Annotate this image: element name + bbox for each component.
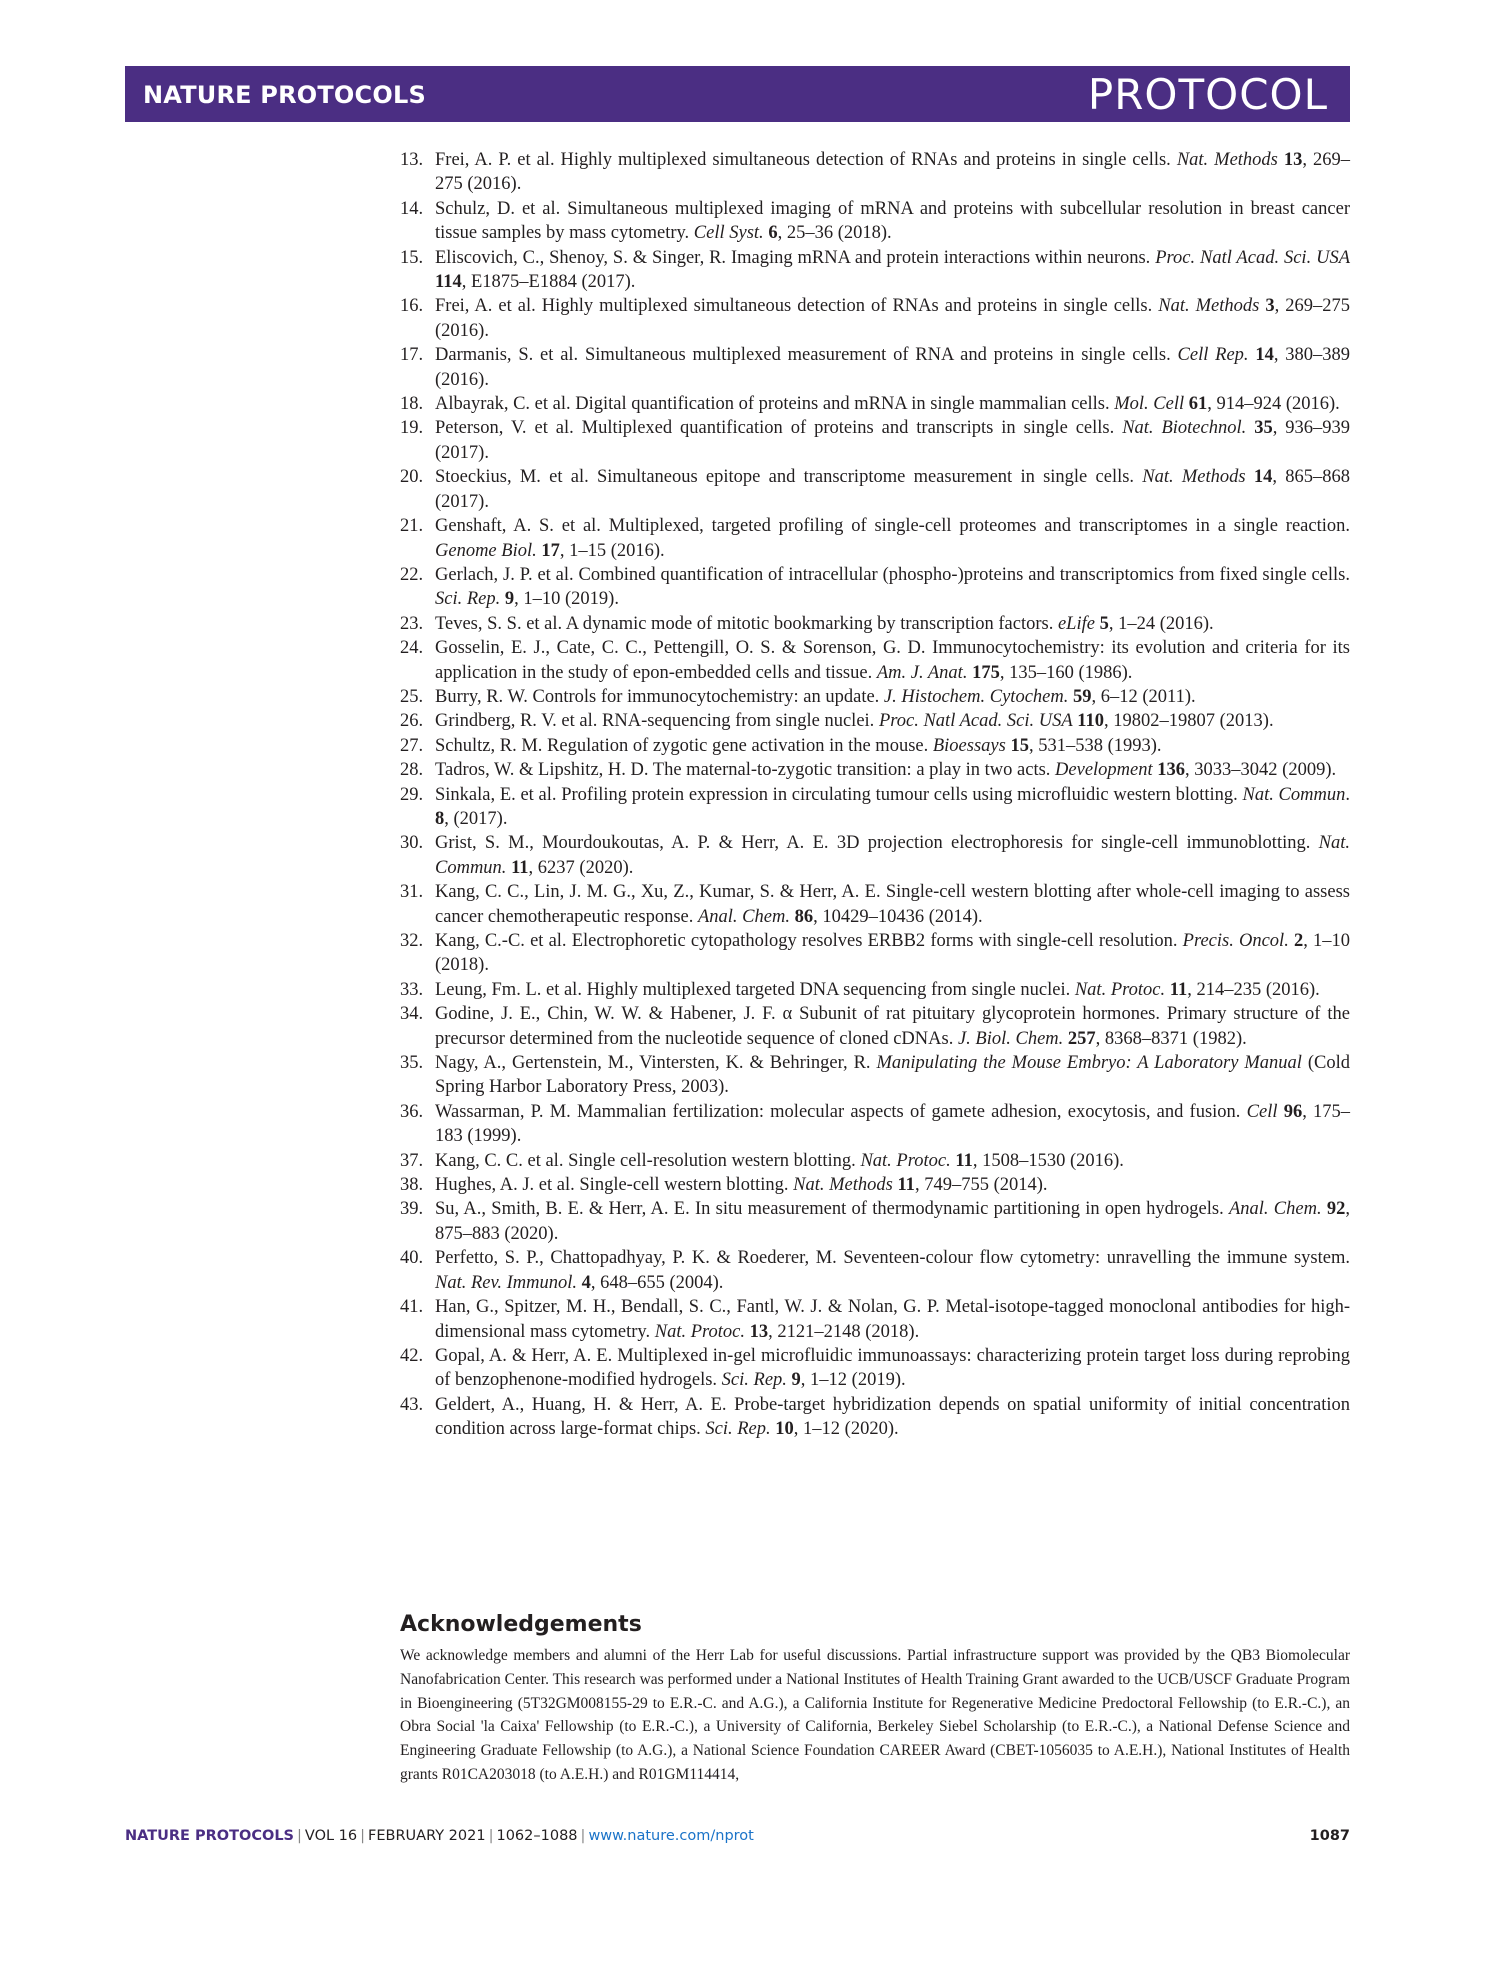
- footer-separator: |: [297, 1828, 302, 1844]
- reference-journal: Cell Rep.: [1177, 345, 1249, 366]
- reference-journal: Genome Biol.: [435, 540, 537, 561]
- reference-text: [435, 1102, 1350, 1146]
- reference-segment: , 914–924 (2016).: [1207, 394, 1340, 415]
- reference-segment: , 2121–2148 (2018).: [768, 1321, 920, 1342]
- reference-volume: 3: [1265, 296, 1275, 317]
- reference-journal: Nat. Commun: [1242, 784, 1346, 805]
- reference-segment: , 875–883 (2020).: [435, 1199, 1350, 1244]
- reference-text: [435, 711, 1274, 731]
- reference-number: 23.: [400, 613, 424, 634]
- reference-number: 26.: [400, 711, 424, 732]
- reference-item: [400, 1149, 1350, 1173]
- reference-volume: 9: [791, 1370, 801, 1391]
- reference-text: [435, 516, 1350, 560]
- reference-segment: , 1–24 (2016).: [1108, 613, 1214, 634]
- reference-number: 37.: [400, 1150, 424, 1171]
- footer-citation: [125, 1828, 754, 1844]
- reference-journal: Nat. Protoc.: [860, 1150, 951, 1171]
- reference-segment: Hughes, A. J. et al. Single-cell western blotting.: [435, 1175, 794, 1196]
- reference-text: [435, 980, 1320, 1000]
- reference-segment: [1246, 467, 1254, 487]
- reference-item: [400, 246, 1350, 295]
- reference-volume: 136: [1157, 760, 1186, 781]
- reference-journal: Bioessays: [932, 735, 1006, 756]
- reference-segment: , 1508–1530 (2016).: [972, 1150, 1124, 1171]
- reference-segment: , 3033–3042 (2009).: [1185, 760, 1337, 781]
- reference-number: 32.: [400, 931, 424, 951]
- reference-segment: Peterson, V. et al. Multiplexed quantification of proteins and transcripts in single cells.: [435, 418, 1123, 439]
- reference-journal: Nat. Methods: [1158, 296, 1260, 317]
- reference-segment: , E1875–E1884 (2017).: [461, 272, 636, 293]
- reference-text: [435, 1053, 1350, 1097]
- reference-segment: , 8368–8371 (1982).: [1095, 1028, 1247, 1049]
- reference-segment: Frei, A. et al. Highly multiplexed simultaneous detection of RNAs and proteins in single cells.: [435, 296, 1159, 317]
- reference-text: [435, 687, 1196, 707]
- reference-segment: , 25–36 (2018).: [777, 223, 892, 244]
- reference-volume: 96: [1283, 1101, 1303, 1122]
- reference-number: 34.: [400, 1004, 424, 1025]
- reference-text: [435, 565, 1350, 609]
- reference-item: [400, 758, 1350, 782]
- reference-number: 40.: [400, 1248, 424, 1269]
- reference-number: 31.: [400, 882, 424, 903]
- footer-volume: VOL 16: [304, 1828, 358, 1844]
- reference-item: [400, 197, 1350, 246]
- reference-journal: Manipulating the Mouse Embryo: A Laboratory Manual: [876, 1053, 1302, 1074]
- reference-segment: , 6237 (2020).: [528, 857, 634, 878]
- journal-header-band: [125, 66, 1350, 122]
- reference-volume: 15: [1010, 735, 1029, 756]
- reference-segment: , 10429–10436 (2014).: [813, 906, 983, 927]
- reference-number: 41.: [400, 1297, 424, 1318]
- reference-text: [435, 1004, 1350, 1048]
- reference-text: [435, 1297, 1350, 1341]
- reference-segment: , 1–12 (2019).: [800, 1370, 906, 1391]
- reference-number: 22.: [400, 564, 424, 585]
- reference-journal: Nat. Biotechnol.: [1122, 418, 1247, 439]
- reference-number: 43.: [400, 1394, 424, 1415]
- reference-number: 27.: [400, 735, 424, 756]
- reference-number: 24.: [400, 638, 424, 659]
- reference-segment: Schulz, D. et al. Simultaneous multiplexed imaging of mRNA and proteins with subcellular resolution in breast cancer tissue samples by mass cytometry.: [435, 198, 1350, 244]
- reference-number: 16.: [400, 296, 424, 317]
- reference-segment: , 1–10 (2019).: [514, 589, 619, 610]
- reference-segment: Geldert, A., Huang, H. & Herr, A. E. Probe-target hybridization depends on spatial uniformity of initial concentration condition across large-format chips.: [435, 1394, 1350, 1440]
- reference-volume: 5: [1099, 613, 1109, 634]
- reference-segment: , 6–12 (2011).: [1091, 686, 1196, 707]
- reference-item: [400, 148, 1350, 197]
- reference-text: [435, 418, 1350, 462]
- reference-volume: 8: [435, 808, 445, 829]
- reference-segment: , 936–939 (2017).: [435, 418, 1350, 463]
- reference-journal: Sci. Rep.: [721, 1370, 787, 1391]
- reference-journal: Nat. Protoc.: [654, 1321, 746, 1342]
- reference-item: [400, 880, 1350, 929]
- reference-number: 35.: [400, 1053, 424, 1074]
- reference-item: [400, 734, 1350, 758]
- reference-segment: Gosselin, E. J., Cate, C. C., Pettengill, O. S. & Sorenson, G. D. Immunocytochemistry: its evolution and criteria for its application in the study of epon-embedded cells and tissue.: [435, 638, 1350, 683]
- reference-item: [400, 465, 1350, 514]
- reference-volume: 35: [1254, 418, 1273, 439]
- reference-text: [435, 1346, 1350, 1390]
- reference-text: [435, 1151, 1124, 1171]
- footer-separator: |: [360, 1828, 366, 1844]
- reference-segment: Kang, C. C., Lin, J. M. G., Xu, Z., Kumar, S. & Herr, A. E. Single-cell western blotting after whole-cell imaging to assess cancer chemotherapeutic response.: [435, 882, 1350, 927]
- reference-segment: (Cold Spring Harbor Laboratory Press, 2003).: [435, 1053, 1351, 1098]
- reference-text: [435, 1248, 1350, 1292]
- reference-segment: Gerlach, J. P. et al. Combined quantification of intracellular (phospho-)proteins and transcriptomics from fixed single cells.: [435, 564, 1350, 585]
- reference-text: [435, 199, 1350, 243]
- reference-text: [435, 345, 1350, 389]
- reference-segment: Kang, C. C. et al. Single cell-resolution western blotting.: [435, 1150, 861, 1171]
- reference-item: [400, 685, 1350, 709]
- reference-journal: Cell: [1246, 1101, 1278, 1122]
- reference-text: [435, 931, 1350, 975]
- reference-item: [400, 1002, 1350, 1051]
- reference-number: 20.: [400, 467, 424, 488]
- reference-volume: 9: [504, 589, 515, 610]
- reference-segment: , 269–275 (2016).: [435, 150, 1350, 195]
- reference-segment: , (2017).: [444, 808, 508, 829]
- reference-segment: Godine, J. E., Chin, W. W. & Habener, J. F. α Subunit of rat pituitary glycoprotein hormones. Primary structure of the precursor determined from the nucleotide sequence of cloned cDNAs.: [435, 1004, 1350, 1049]
- reference-segment: , 380–389 (2016).: [435, 345, 1351, 390]
- reference-volume: 14: [1253, 467, 1273, 488]
- reference-list: [400, 148, 1350, 1442]
- reference-journal: Proc. Natl Acad. Sci. USA: [1155, 247, 1350, 268]
- reference-segment: , 1–15 (2016).: [559, 540, 665, 561]
- reference-volume: 11: [1169, 979, 1188, 1000]
- reference-item: [400, 294, 1350, 343]
- reference-volume: 114: [435, 272, 462, 293]
- reference-number: 15.: [400, 247, 424, 268]
- reference-segment: , 1–10 (2018).: [435, 931, 1351, 976]
- reference-text: [435, 882, 1350, 926]
- reference-journal: Development: [1055, 760, 1153, 781]
- reference-text: [435, 760, 1336, 780]
- footer-separator: |: [488, 1828, 494, 1844]
- reference-text: [435, 248, 1350, 292]
- reference-segment: Su, A., Smith, B. E. & Herr, A. E. In situ measurement of thermodynamic partitioning in open hydrogels.: [435, 1199, 1229, 1220]
- reference-item: [400, 929, 1350, 978]
- reference-segment: Gopal, A. & Herr, A. E. Multiplexed in-gel microfluidic immunoassays: characterizing protein target loss during reprobing of benzophenone-modified hydrogels.: [435, 1345, 1350, 1391]
- reference-text: [435, 467, 1350, 511]
- reference-volume: 86: [794, 906, 814, 927]
- reference-segment: .: [1345, 784, 1350, 805]
- reference-volume: 92: [1326, 1199, 1346, 1220]
- reference-segment: , 531–538 (1993).: [1028, 735, 1162, 756]
- reference-segment: Albayrak, C. et al. Digital quantification of proteins and mRNA in single mammalian cells.: [435, 394, 1115, 415]
- page-footer: [125, 1828, 1350, 1852]
- reference-text: [435, 1175, 1048, 1195]
- reference-volume: 61: [1188, 394, 1208, 415]
- reference-item: [400, 392, 1350, 416]
- reference-item: [400, 343, 1350, 392]
- reference-journal: J. Biol. Chem.: [957, 1028, 1064, 1049]
- reference-journal: Nat. Methods: [1176, 150, 1278, 170]
- reference-segment: , 269–275 (2016).: [435, 296, 1350, 341]
- reference-segment: , 175–183 (1999).: [435, 1101, 1351, 1147]
- reference-number: 36.: [400, 1101, 424, 1122]
- reference-volume: 14: [1255, 345, 1274, 366]
- reference-segment: Nagy, A., Gertenstein, M., Vintersten, K. & Behringer, R.: [435, 1053, 877, 1074]
- reference-item: [400, 416, 1350, 465]
- reference-text: [435, 785, 1350, 829]
- reference-number: 30.: [400, 833, 424, 854]
- acknowledgements-heading: Acknowledgements: [400, 1612, 642, 1637]
- footer-date: FEBRUARY 2021: [368, 1828, 486, 1844]
- reference-item: [400, 1197, 1350, 1246]
- reference-number: 13.: [400, 150, 424, 170]
- reference-segment: Frei, A. P. et al. Highly multiplexed simultaneous detection of RNAs and proteins in single cells.: [435, 150, 1177, 170]
- reference-segment: , 749–755 (2014).: [914, 1175, 1048, 1196]
- reference-segment: , 214–235 (2016).: [1187, 979, 1320, 1000]
- reference-volume: 175: [972, 662, 1000, 683]
- reference-segment: Perfetto, S. P., Chattopadhyay, P. K. & Roederer, M. Seventeen-colour flow cytometry: unravelling the immune system.: [435, 1248, 1350, 1269]
- reference-segment: Eliscovich, C., Shenoy, S. & Singer, R. Imaging mRNA and protein interactions within neurons.: [435, 247, 1156, 268]
- reference-text: [435, 614, 1214, 634]
- reference-number: 17.: [400, 345, 424, 366]
- reference-number: 21.: [400, 516, 424, 537]
- reference-item: [400, 978, 1350, 1002]
- reference-number: 28.: [400, 760, 424, 781]
- reference-item: [400, 1246, 1350, 1295]
- reference-text: [435, 736, 1162, 756]
- reference-segment: Stoeckius, M. et al. Simultaneous epitope and transcriptome measurement in single cells.: [435, 467, 1143, 488]
- reference-number: 19.: [400, 418, 424, 439]
- reference-item: [400, 612, 1350, 636]
- reference-journal: Nat. Methods: [1142, 467, 1246, 488]
- reference-item: [400, 1344, 1350, 1393]
- reference-journal: J. Histochem. Cytochem.: [883, 686, 1069, 707]
- footer-url-link[interactable]: www.nature.com/nprot: [588, 1828, 754, 1844]
- reference-volume: 17: [541, 540, 560, 561]
- reference-segment: Leung, Fm. L. et al. Highly multiplexed targeted DNA sequencing from single nuclei.: [435, 979, 1075, 1000]
- reference-segment: Grindberg, R. V. et al. RNA-sequencing from single nuclei.: [435, 711, 879, 732]
- reference-number: 29.: [400, 784, 424, 805]
- reference-segment: , 19802–19807 (2013).: [1104, 711, 1274, 732]
- reference-segment: Genshaft, A. S. et al. Multiplexed, targeted profiling of single-cell proteomes and transcriptomes in a single reaction.: [435, 516, 1350, 537]
- reference-item: [400, 1295, 1350, 1344]
- reference-journal: Mol. Cell: [1114, 394, 1185, 415]
- footer-journal: NATURE PROTOCOLS: [125, 1828, 295, 1844]
- reference-item: [400, 1393, 1350, 1442]
- footer-pages: 1062–1088: [496, 1828, 578, 1844]
- reference-volume: 2: [1293, 931, 1304, 951]
- reference-volume: 59: [1072, 686, 1092, 707]
- reference-item: [400, 514, 1350, 563]
- reference-journal: Proc. Natl Acad. Sci. USA: [878, 711, 1073, 732]
- reference-segment: Teves, S. S. et al. A dynamic mode of mitotic bookmarking by transcription factors.: [435, 613, 1058, 634]
- reference-text: [435, 1395, 1350, 1439]
- reference-journal: eLife: [1057, 613, 1095, 634]
- reference-text: [435, 833, 1350, 877]
- reference-number: 42.: [400, 1345, 424, 1366]
- reference-segment: , 135–160 (1986).: [999, 662, 1133, 683]
- reference-volume: 10: [775, 1419, 794, 1440]
- reference-volume: 13: [1283, 150, 1303, 170]
- reference-journal: Cell Syst.: [693, 223, 764, 244]
- reference-volume: 13: [749, 1321, 769, 1342]
- reference-item: [400, 1051, 1350, 1100]
- reference-segment: Schultz, R. M. Regulation of zygotic gene activation in the mouse.: [435, 735, 933, 756]
- reference-journal: Sci. Rep.: [435, 589, 501, 610]
- reference-number: 38.: [400, 1175, 424, 1196]
- reference-segment: , 1–12 (2020).: [793, 1419, 899, 1440]
- article-type-label: PROTOCOL: [1087, 70, 1328, 119]
- reference-volume: 110: [1077, 711, 1105, 732]
- reference-segment: Darmanis, S. et al. Simultaneous multiplexed measurement of RNA and proteins in single cells.: [435, 345, 1178, 366]
- reference-number: 18.: [400, 394, 424, 415]
- reference-item: [400, 831, 1350, 880]
- footer-separator: |: [580, 1828, 586, 1844]
- reference-segment: Wassarman, P. M. Mammalian fertilization: molecular aspects of gamete adhesion, exocytosis, and fusion.: [435, 1101, 1247, 1122]
- reference-journal: Nat. Methods: [793, 1175, 893, 1196]
- journal-name: NATURE PROTOCOLS: [143, 81, 426, 109]
- reference-item: [400, 1173, 1350, 1197]
- reference-volume: 4: [581, 1272, 591, 1293]
- reference-segment: Han, G., Spitzer, M. H., Bendall, S. C., Fantl, W. J. & Nolan, G. P. Metal-isotope-tagged monoclonal antibodies for high-dimensional mass cytometry.: [435, 1297, 1350, 1342]
- reference-journal: Anal. Chem.: [697, 906, 790, 927]
- reference-segment: Kang, C.-C. et al. Electrophoretic cytopathology resolves ERBB2 forms with single-cell resolution.: [435, 931, 1183, 951]
- page-number: 1087: [1309, 1828, 1350, 1844]
- reference-text: [435, 394, 1340, 414]
- reference-journal: Am. J. Anat.: [876, 662, 968, 683]
- reference-segment: , 865–868 (2017).: [435, 467, 1350, 512]
- reference-journal: Sci. Rep.: [705, 1419, 771, 1440]
- reference-journal: Precis. Oncol.: [1182, 931, 1289, 951]
- reference-segment: Burry, R. W. Controls for immunocytochemistry: an update.: [435, 686, 884, 707]
- reference-number: 33.: [400, 979, 424, 1000]
- reference-number: 25.: [400, 686, 424, 707]
- reference-volume: 6: [768, 223, 778, 244]
- reference-text: [435, 150, 1350, 194]
- reference-item: [400, 1100, 1350, 1149]
- reference-text: [435, 638, 1350, 682]
- reference-segment: Tadros, W. & Lipshitz, H. D. The maternal-to-zygotic transition: a play in two acts.: [435, 760, 1056, 781]
- acknowledgements-text: We acknowledge members and alumni of the Herr Lab for useful discussions. Partial infrastructure support was provided by the QB3 Biomolecular Nanofabrication Center. This research was performed under a National Institutes of Health Training Grant awarded to the UCB/USCF Graduate Program in Bioengineering (5T32GM008155-29 to E.R.-C. and A.G.), a California Institute for Regenerative Medicine Predoctoral Fellowship (to E.R.-C.), an Obra Social 'la Caixa' Fellowship (to E.R.-C.), a University of California, Berkeley Siebel Scholarship (to E.R.-C.), a National Defense Science and Engineering Graduate Fellowship (to A.G.), a National Science Foundation CAREER Award (CBET-1056035 to A.E.H.), National Institutes of Health grants R01CA203018 (to A.E.H.) and R01GM114414,: [400, 1647, 1350, 1783]
- reference-journal: Nat. Rev. Immunol.: [435, 1272, 577, 1293]
- reference-segment: Sinkala, E. et al. Profiling protein expression in circulating tumour cells using microfluidic western blotting.: [435, 784, 1243, 805]
- reference-segment: , 648–655 (2004).: [590, 1272, 724, 1293]
- reference-text: [435, 296, 1350, 340]
- reference-item: [400, 563, 1350, 612]
- reference-segment: Grist, S. M., Mourdoukoutas, A. P. & Herr, A. E. 3D projection electrophoresis for single-cell immunoblotting.: [435, 833, 1319, 854]
- reference-volume: 11: [897, 1175, 915, 1196]
- reference-volume: 257: [1067, 1028, 1096, 1049]
- reference-segment: [1246, 418, 1254, 438]
- reference-volume: 11: [955, 1150, 973, 1171]
- reference-journal: Anal. Chem.: [1228, 1199, 1322, 1220]
- reference-item: [400, 783, 1350, 832]
- reference-journal: Nat. Protoc.: [1074, 979, 1166, 1000]
- reference-number: 39.: [400, 1199, 424, 1220]
- reference-journal: Nat. Commun.: [435, 833, 1350, 878]
- reference-number: 14.: [400, 198, 424, 219]
- reference-item: [400, 709, 1350, 733]
- reference-text: [435, 1199, 1350, 1243]
- reference-item: [400, 636, 1350, 685]
- reference-volume: 11: [511, 857, 529, 878]
